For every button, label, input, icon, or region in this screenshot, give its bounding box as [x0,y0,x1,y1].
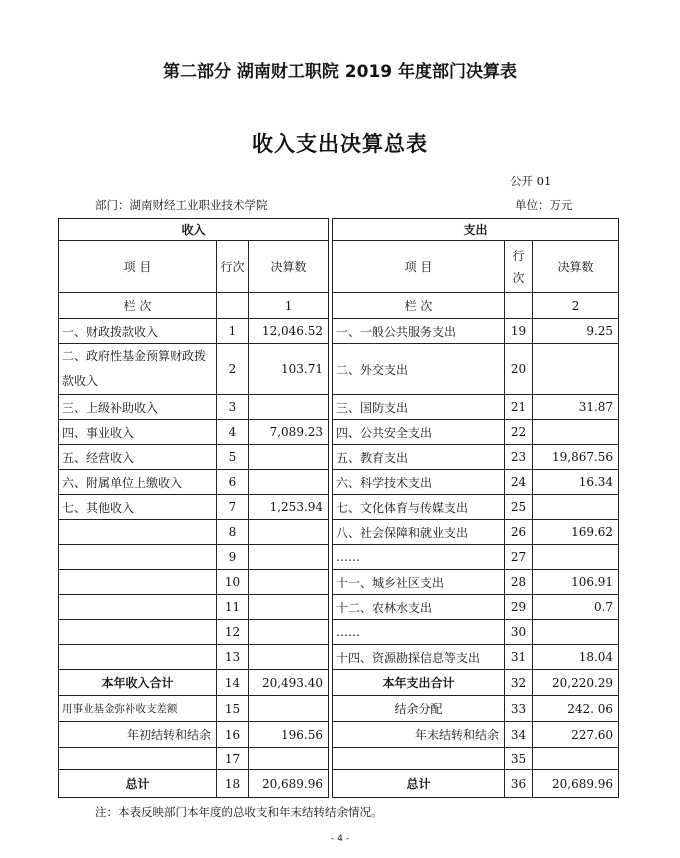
income-item [59,595,217,620]
expense-amount: 0.7 [533,595,619,620]
income-line: 9 [217,545,249,570]
expense-line: 24 [505,470,533,495]
income-line: 8 [217,520,249,545]
income-item [59,545,217,570]
income-amount [249,595,329,620]
income-amount [249,696,329,722]
expense-line: 34 [505,722,533,748]
expense-amount: 227.60 [533,722,619,748]
income-total-label: 本年收入合计 [59,670,217,696]
page-number: - 4 - [331,834,349,844]
income-header: 收入 [59,219,329,241]
expense-grand-total-amount: 20,689.96 [533,770,619,798]
table-row [59,570,619,595]
income-amount: 1,253.94 [249,495,329,520]
income-item: 五、经营收入 [59,445,217,470]
expense-line: 35 [505,748,533,770]
expense-column-label: 栏 次 [333,293,505,319]
expense-item: 三、国防支出 [333,395,505,420]
income-amount [249,395,329,420]
expense-total-label: 本年支出合计 [333,670,505,696]
expense-amount [533,620,619,645]
expense-amount: 242. 06 [533,696,619,722]
income-item [59,748,217,770]
income-grand-total-line: 18 [217,770,249,798]
income-line: 6 [217,470,249,495]
table-row [59,620,619,645]
expense-line: 31 [505,645,533,670]
expense-amount: 106.91 [533,570,619,595]
income-grand-total-amount: 20,689.96 [249,770,329,798]
expense-amount [533,495,619,520]
income-amount [249,570,329,595]
income-amount [249,520,329,545]
income-item: 三、上级补助收入 [59,395,217,420]
expense-item: 十四、资源勘探信息等支出 [333,645,505,670]
table-row [59,495,619,520]
expense-amount [533,420,619,445]
table-row [59,545,619,570]
income-column-label: 栏 次 [59,293,217,319]
expense-item: 六、科学技术支出 [333,470,505,495]
income-item: 用事业基金弥补收支差额 [59,696,217,722]
expense-column-number: 2 [533,293,619,319]
expense-line: 28 [505,570,533,595]
expense-grand-total-line: 36 [505,770,533,798]
table-row [59,696,619,722]
expense-line: 30 [505,620,533,645]
income-item [59,570,217,595]
expense-item: 结余分配 [333,696,505,722]
income-line: 12 [217,620,249,645]
unit-label: 单位：万元 [515,198,573,212]
expense-item [333,748,505,770]
expense-amount [533,344,619,395]
income-amount [249,620,329,645]
income-amount [249,445,329,470]
table-row [59,722,619,748]
income-item: 一、财政拨款收入 [59,319,217,344]
total-row [59,670,619,696]
expense-item: …… [333,620,505,645]
income-line: 16 [217,722,249,748]
income-line: 2 [217,344,249,395]
expense-amount: 19,867.56 [533,445,619,470]
expense-amount [533,545,619,570]
expense-header: 支出 [333,219,619,241]
income-total-amount: 20,493.40 [249,670,329,696]
income-item [59,620,217,645]
expense-item: 二、外交支出 [333,344,505,395]
income-amount [249,545,329,570]
income-item: 二、政府性基金预算财政拨款收入 [59,344,217,395]
document-title: 第二部分 湖南财工职院 2019 年度部门决算表 [162,62,518,82]
income-item [59,645,217,670]
expense-item-header: 项 目 [333,241,505,293]
income-line-header: 行次 [217,241,249,293]
income-line: 4 [217,420,249,445]
income-line: 1 [217,319,249,344]
expense-amount: 169.62 [533,520,619,545]
expense-total-amount: 20,220.29 [533,670,619,696]
expense-total-line: 32 [505,670,533,696]
expense-line: 21 [505,395,533,420]
income-item: 年初结转和结余 [59,722,217,748]
footnote: 注：本表反映部门本年度的总收支和年末结转结余情况。 [95,805,383,819]
income-item: 四、事业收入 [59,420,217,445]
expense-amount: 18.04 [533,645,619,670]
expense-item: 五、教育支出 [333,445,505,470]
expense-amount: 31.87 [533,395,619,420]
table-row [59,645,619,670]
grand-total-row [59,770,619,798]
table-row [59,595,619,620]
expense-item: 七、文化体育与传媒支出 [333,495,505,520]
expense-amount: 9.25 [533,319,619,344]
income-line: 10 [217,570,249,595]
expense-grand-total-label: 总计 [333,770,505,798]
income-amount: 12,046.52 [249,319,329,344]
expense-line: 33 [505,696,533,722]
expense-item: 年末结转和结余 [333,722,505,748]
expense-amount: 16.34 [533,470,619,495]
form-code: 公开 01 [510,174,552,188]
table-row [59,420,619,445]
expense-item: 十二、农林水支出 [333,595,505,620]
expense-item: 八、社会保障和就业支出 [333,520,505,545]
income-item: 六、附属单位上缴收入 [59,470,217,495]
income-item: 七、其他收入 [59,495,217,520]
expense-line: 19 [505,319,533,344]
income-line: 15 [217,696,249,722]
expense-line: 25 [505,495,533,520]
expense-amount [533,748,619,770]
income-line: 11 [217,595,249,620]
table-row [59,748,619,770]
income-line: 5 [217,445,249,470]
expense-line: 26 [505,520,533,545]
table-row [59,520,619,545]
section-header-row [59,219,619,241]
table-row [59,470,619,495]
income-amount: 196.56 [249,722,329,748]
income-amount [249,645,329,670]
income-line: 3 [217,395,249,420]
department-label: 部门：湖南财经工业职业技术学院 [95,198,268,212]
income-amount [249,748,329,770]
table-row [59,395,619,420]
table-row [59,319,619,344]
expense-item: 四、公共安全支出 [333,420,505,445]
column-header-row [59,241,619,293]
income-amount: 7,089.23 [249,420,329,445]
expense-line: 23 [505,445,533,470]
income-column-number: 1 [249,293,329,319]
expense-amount-header: 决算数 [533,241,619,293]
income-amount: 103.71 [249,344,329,395]
column-number-row [59,293,619,319]
expense-line: 20 [505,344,533,395]
table-row [59,445,619,470]
income-line: 7 [217,495,249,520]
expense-line: 27 [505,545,533,570]
income-amount-header: 决算数 [249,241,329,293]
income-expense-table [58,218,619,798]
expense-line: 29 [505,595,533,620]
empty-cell [505,293,533,319]
income-item-header: 项 目 [59,241,217,293]
income-item [59,520,217,545]
income-line: 17 [217,748,249,770]
empty-cell [217,293,249,319]
table-row [59,344,619,395]
income-total-line: 14 [217,670,249,696]
income-grand-total-label: 总计 [59,770,217,798]
expense-item: 十一、城乡社区支出 [333,570,505,595]
table-title: 收入支出决算总表 [252,132,428,156]
expense-line-header: 行次 [505,241,533,293]
expense-item: 一、一般公共服务支出 [333,319,505,344]
expense-item: …… [333,545,505,570]
income-line: 13 [217,645,249,670]
income-amount [249,470,329,495]
expense-line: 22 [505,420,533,445]
